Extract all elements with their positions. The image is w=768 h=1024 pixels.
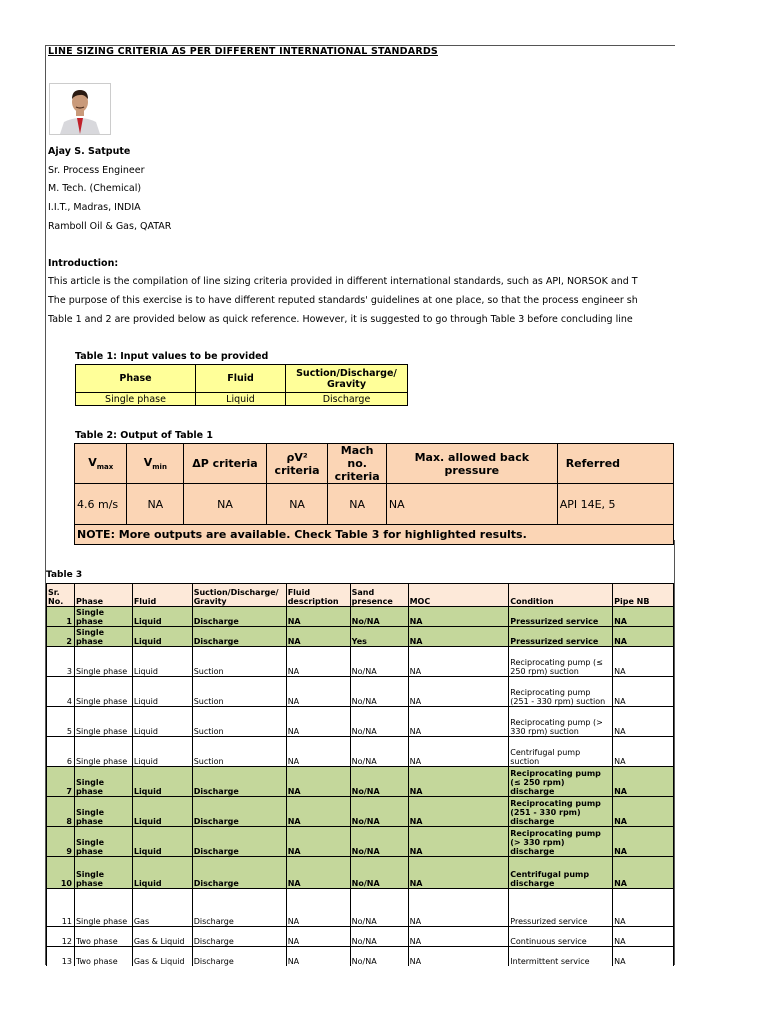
table3-cell-fluid: Liquid: [132, 677, 192, 707]
table3-cell-pipe-nb: NA: [613, 647, 674, 677]
table3-cell-condition: Reciprocating pump (251 - 330 rpm) discharge: [509, 797, 613, 827]
table3-cell-sand: No/NA: [350, 927, 408, 947]
table3-cell-condition: Reciprocating pump (251 - 330 rpm) suction: [509, 677, 613, 707]
table3-cell-suction: Discharge: [192, 947, 286, 967]
table1-suction: Discharge: [286, 393, 408, 406]
table3-cell-condition: Pressurized service: [509, 627, 613, 647]
table2-header-vmin: $V_{min}$: [127, 444, 184, 484]
table3-header-suction: Suction/Discharge/ Gravity: [192, 584, 286, 607]
table3-cell-fluid: Liquid: [132, 607, 192, 627]
table3-cell-suction: Suction: [192, 677, 286, 707]
table3-cell-pipe-nb: NA: [613, 627, 674, 647]
table3-cell-srno: 8: [47, 797, 75, 827]
table3-cell-sand: No/NA: [350, 827, 408, 857]
table3-cell-fluid: Liquid: [132, 627, 192, 647]
table3-cell-moc: NA: [408, 647, 509, 677]
table3-cell-phase: Two phase: [74, 947, 132, 967]
table3-cell-moc: NA: [408, 827, 509, 857]
table3-cell-phase: Two phase: [74, 927, 132, 947]
table3-body: [47, 584, 674, 967]
author-company: Ramboll Oil & Gas, QATAR: [48, 221, 172, 232]
table2-note: NOTE: More outputs are available. Check Table 3 for highlighted results.: [75, 525, 674, 545]
table3-cell-fluid-description: NA: [286, 647, 350, 677]
table3-cell-fluid-description: NA: [286, 947, 350, 967]
table3-header-row: [47, 584, 674, 607]
table3-cell-pipe-nb: NA: [613, 737, 674, 767]
table2-dp: NA: [184, 484, 267, 525]
table2-output: [74, 443, 674, 545]
table3-cell-phase: Single phase: [74, 767, 132, 797]
author-degree: M. Tech. (Chemical): [48, 183, 142, 194]
table3-cell-suction: Discharge: [192, 827, 286, 857]
table3-cell-phase: Single phase: [74, 827, 132, 857]
table3-cell-suction: Suction: [192, 737, 286, 767]
table3-cell-fluid: Liquid: [132, 767, 192, 797]
intro-heading: Introduction:: [48, 258, 119, 269]
table3-cell-suction: Discharge: [192, 797, 286, 827]
table3-cell-fluid-description: NA: [286, 627, 350, 647]
table3-cell-fluid-description: NA: [286, 677, 350, 707]
table3-cell-srno: 7: [47, 767, 75, 797]
table3-cell-condition: Reciprocating pump (≤ 250 rpm) discharge: [509, 767, 613, 797]
table3-cell-fluid-description: NA: [286, 927, 350, 947]
table3-header-srno: Sr. No.: [47, 584, 75, 607]
table3-cell-fluid: Liquid: [132, 827, 192, 857]
table-row: [47, 707, 674, 737]
author-institute: I.I.T., Madras, INDIA: [48, 202, 141, 213]
table3-cell-phase: Single phase: [74, 627, 132, 647]
table3-header-sand: Sand presence: [350, 584, 408, 607]
table3-cell-fluid-description: NA: [286, 889, 350, 927]
author-photo: [49, 83, 111, 135]
table3-cell-sand: No/NA: [350, 707, 408, 737]
table3-cell-sand: No/NA: [350, 607, 408, 627]
table-row: [47, 797, 674, 827]
table3-cell-condition: Centrifugal pump discharge: [509, 857, 613, 889]
table3-cell-sand: Yes: [350, 627, 408, 647]
table3-cell-moc: NA: [408, 607, 509, 627]
table3-cell-moc: NA: [408, 627, 509, 647]
table3-cell-sand: No/NA: [350, 647, 408, 677]
table3-caption: Table 3: [46, 570, 83, 580]
table3-cell-sand: No/NA: [350, 947, 408, 967]
table3-cell-pipe-nb: NA: [613, 857, 674, 889]
table2-vmin: NA: [127, 484, 184, 525]
intro-line-3: Table 1 and 2 are provided below as quick reference. However, it is suggested to go through Table 3 before concluding line: [48, 314, 633, 325]
intro-line-1: This article is the compilation of line sizing criteria provided in different international standards, such as API, NORSOK and T: [48, 276, 638, 287]
table-row: [47, 627, 674, 647]
table-row: [47, 737, 674, 767]
table3-cell-srno: 4: [47, 677, 75, 707]
table3-cell-moc: NA: [408, 707, 509, 737]
table2-header-mach: Mach no. criteria: [328, 444, 387, 484]
table3-cell-sand: No/NA: [350, 857, 408, 889]
table1-header-suction: Suction/Discharge/ Gravity: [286, 365, 408, 393]
table3-cell-moc: NA: [408, 947, 509, 967]
author-role: Sr. Process Engineer: [48, 165, 145, 176]
table3-header-fluid-description: Fluid description: [286, 584, 350, 607]
table3-cell-fluid-description: NA: [286, 607, 350, 627]
table3-cell-fluid-description: NA: [286, 857, 350, 889]
table1-header-fluid: Fluid: [196, 365, 286, 393]
table3-cell-suction: Suction: [192, 707, 286, 737]
table3-cell-fluid-description: NA: [286, 797, 350, 827]
table3-cell-phase: Single phase: [74, 647, 132, 677]
table3-cell-moc: NA: [408, 677, 509, 707]
table3-cell-srno: 2: [47, 627, 75, 647]
table2-header-referred: Referred: [557, 444, 673, 484]
table3-cell-srno: 12: [47, 927, 75, 947]
table-row: [47, 827, 674, 857]
table3-cell-suction: Discharge: [192, 767, 286, 797]
table-row: [47, 647, 674, 677]
table2-caption: Table 2: Output of Table 1: [75, 430, 214, 441]
table3-cell-suction: Discharge: [192, 607, 286, 627]
table3-cell-fluid: Liquid: [132, 707, 192, 737]
table-row: [47, 767, 674, 797]
table3-cell-fluid: Gas & Liquid: [132, 947, 192, 967]
table3-cell-suction: Discharge: [192, 857, 286, 889]
table3-cell-phase: Single phase: [74, 677, 132, 707]
table-row: [47, 607, 674, 627]
table2-referred: API 14E, 5: [557, 484, 673, 525]
sheet-right-border: [674, 540, 675, 965]
table3-cell-phase: Single phase: [74, 797, 132, 827]
sheet-area: [46, 46, 674, 966]
table3-cell-condition: Pressurized service: [509, 889, 613, 927]
table3-cell-sand: No/NA: [350, 737, 408, 767]
table3-cell-suction: Discharge: [192, 889, 286, 927]
table3-cell-srno: 13: [47, 947, 75, 967]
author-name: Ajay S. Satpute: [48, 146, 131, 157]
table3-cell-suction: Discharge: [192, 927, 286, 947]
table3-cell-fluid: Liquid: [132, 647, 192, 677]
table3-cell-sand: No/NA: [350, 797, 408, 827]
table3-cell-condition: Reciprocating pump (> 330 rpm) suction: [509, 707, 613, 737]
table3-cell-srno: 1: [47, 607, 75, 627]
table2-rhov2: NA: [266, 484, 328, 525]
table3-cell-srno: 6: [47, 737, 75, 767]
table3-cell-pipe-nb: NA: [613, 607, 674, 627]
table3-cell-pipe-nb: NA: [613, 767, 674, 797]
table3-cell-condition: Reciprocating pump (> 330 rpm) discharge: [509, 827, 613, 857]
table-row: [47, 947, 674, 967]
table3-cell-fluid: Gas & Liquid: [132, 927, 192, 947]
table3-cell-srno: 11: [47, 889, 75, 927]
table3-header-phase: Phase: [74, 584, 132, 607]
table3-cell-condition: Centrifugal pump suction: [509, 737, 613, 767]
table3-cell-fluid-description: NA: [286, 707, 350, 737]
table3-cell-sand: No/NA: [350, 889, 408, 927]
table3-cell-pipe-nb: NA: [613, 677, 674, 707]
table3-criteria: [46, 583, 674, 966]
table3-cell-phase: Single phase: [74, 857, 132, 889]
table1-input-values: [75, 364, 408, 406]
table1-fluid: Liquid: [196, 393, 286, 406]
table3-cell-fluid: Gas: [132, 889, 192, 927]
table-row: [47, 889, 674, 927]
table-row: [47, 857, 674, 889]
table3-cell-phase: Single phase: [74, 607, 132, 627]
table3-cell-sand: No/NA: [350, 677, 408, 707]
table2-header-backpressure: Max. allowed back pressure: [386, 444, 557, 484]
table2-header-vmax: $V_{max}$: [75, 444, 127, 484]
table3-cell-sand: No/NA: [350, 767, 408, 797]
table3-cell-suction: Suction: [192, 647, 286, 677]
table2-header-rhov2: ρV² criteria: [266, 444, 328, 484]
table3-cell-condition: Pressurized service: [509, 607, 613, 627]
table3-cell-pipe-nb: NA: [613, 889, 674, 927]
document-title: LINE SIZING CRITERIA AS PER DIFFERENT INTERNATIONAL STANDARDS: [48, 46, 438, 57]
table3-cell-condition: Intermittent service: [509, 947, 613, 967]
table3-cell-fluid-description: NA: [286, 767, 350, 797]
table1-caption: Table 1: Input values to be provided: [75, 351, 269, 362]
table3-cell-moc: NA: [408, 889, 509, 927]
intro-line-2: The purpose of this exercise is to have different reputed standards' guidelines at one place, so that the process engineer sh: [48, 295, 638, 306]
table1-phase: Single phase: [76, 393, 196, 406]
table2-header-dp: ΔP criteria: [184, 444, 267, 484]
table3-cell-phase: Single phase: [74, 707, 132, 737]
table-row: [47, 677, 674, 707]
table3-header-pipe-nb: Pipe NB: [613, 584, 674, 607]
table3-cell-pipe-nb: NA: [613, 827, 674, 857]
table3-cell-condition: Reciprocating pump (≤ 250 rpm) suction: [509, 647, 613, 677]
table3-cell-pipe-nb: NA: [613, 927, 674, 947]
table-row: [47, 927, 674, 947]
table3-header-moc: MOC: [408, 584, 509, 607]
table2-vmax: 4.6 m/s: [75, 484, 127, 525]
table3-cell-srno: 10: [47, 857, 75, 889]
table3-cell-pipe-nb: NA: [613, 707, 674, 737]
table3-cell-condition: Continuous service: [509, 927, 613, 947]
table3-cell-pipe-nb: NA: [613, 947, 674, 967]
table3-cell-srno: 5: [47, 707, 75, 737]
table3-cell-srno: 3: [47, 647, 75, 677]
table2-backpressure: NA: [386, 484, 557, 525]
table3-cell-phase: Single phase: [74, 889, 132, 927]
table3-cell-pipe-nb: NA: [613, 797, 674, 827]
table3-cell-fluid: Liquid: [132, 737, 192, 767]
table3-cell-suction: Discharge: [192, 627, 286, 647]
table3-cell-moc: NA: [408, 767, 509, 797]
table3-header-fluid: Fluid: [132, 584, 192, 607]
table3-header-condition: Condition: [509, 584, 613, 607]
table3-cell-srno: 9: [47, 827, 75, 857]
table3-cell-moc: NA: [408, 737, 509, 767]
table3-cell-moc: NA: [408, 797, 509, 827]
table3-cell-fluid-description: NA: [286, 737, 350, 767]
table2-mach: NA: [328, 484, 387, 525]
table3-cell-phase: Single phase: [74, 737, 132, 767]
table1-header-phase: Phase: [76, 365, 196, 393]
table3-cell-fluid: Liquid: [132, 857, 192, 889]
table3-cell-fluid: Liquid: [132, 797, 192, 827]
table3-cell-moc: NA: [408, 927, 509, 947]
table3-cell-moc: NA: [408, 857, 509, 889]
table3-cell-fluid-description: NA: [286, 827, 350, 857]
